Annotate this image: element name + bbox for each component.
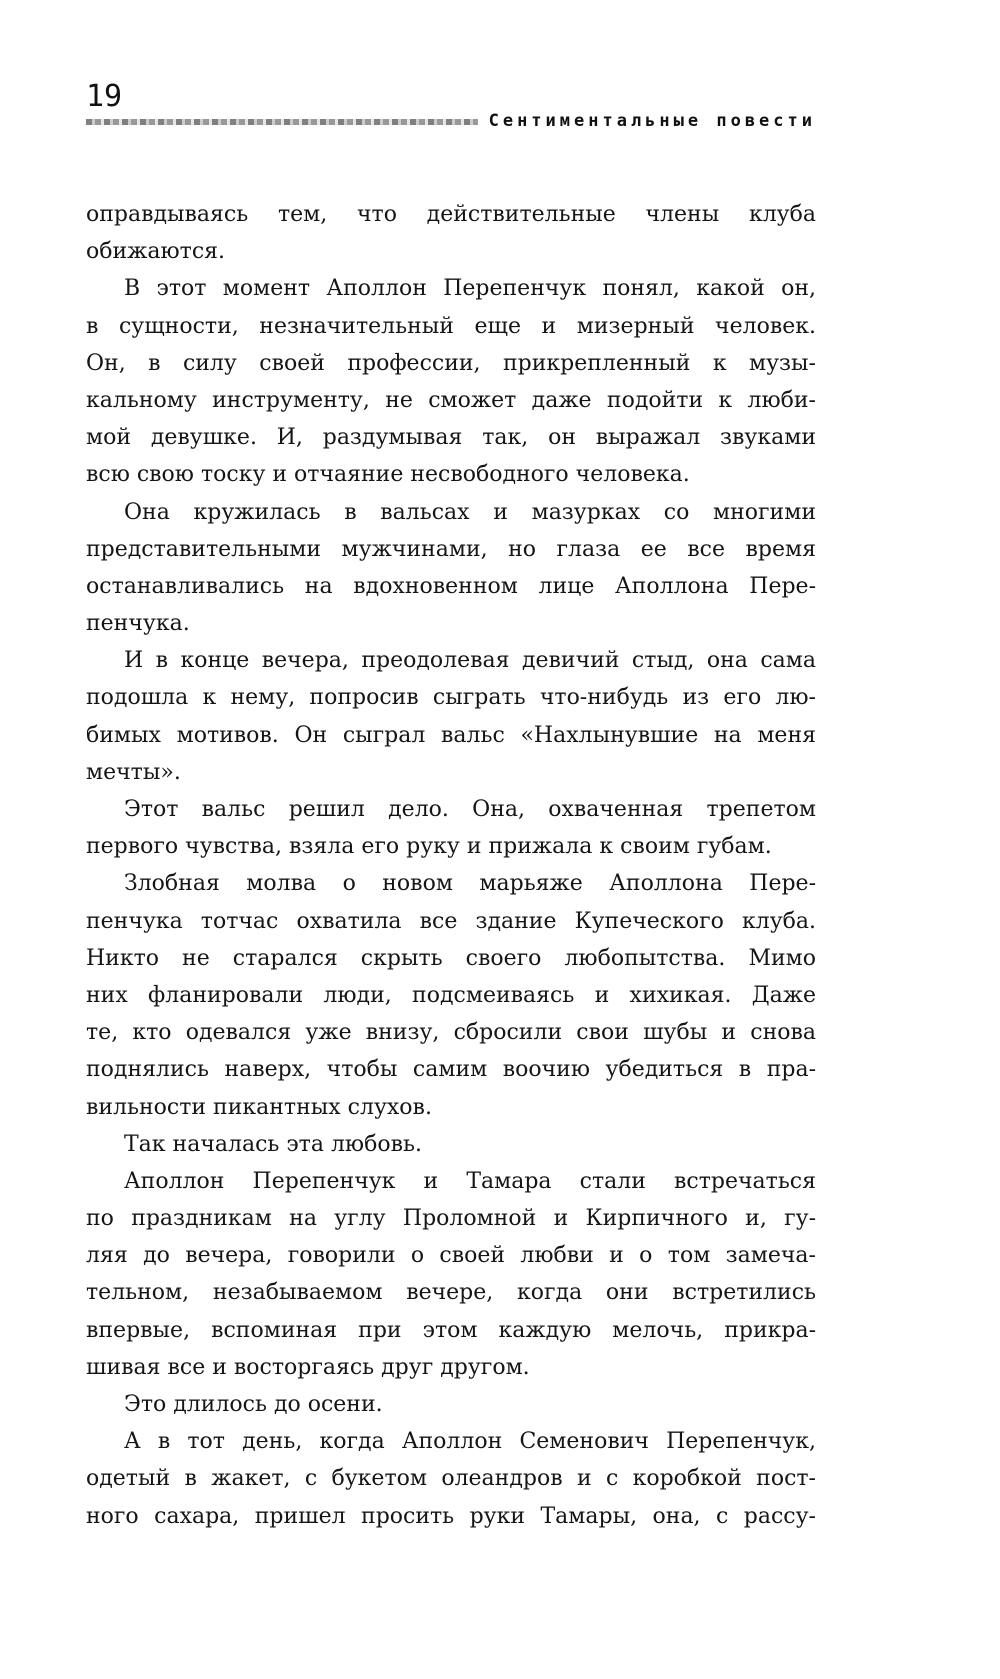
- text-line: Он, в силу своей профессии, прикрепленный к музы-: [86, 350, 816, 376]
- text-line: мой девушке. И, раздумывая так, он выражал звуками: [86, 425, 816, 451]
- header-rule: [86, 119, 478, 125]
- text-line: них фланировали люди, подсмеиваясь и хихикая. Даже: [86, 982, 816, 1008]
- text-line: ляя до вечера, говорили о своей любви и о том замеча-: [86, 1243, 816, 1269]
- paragraph: [86, 1163, 816, 1386]
- text-line: кальному инструменту, не сможет даже подойти к люби-: [86, 387, 816, 413]
- text-line: пенчука.: [86, 611, 190, 637]
- paragraph: [86, 791, 816, 865]
- text-line: ного сахара, пришел просить руки Тамары, она, с рассу-: [86, 1503, 816, 1529]
- text-line: Этот вальс решил дело. Она, охваченная трепетом: [124, 797, 816, 822]
- text-line: Так началась эта любовь.: [124, 1131, 422, 1157]
- text-line: Она кружилась в вальсах и мазурках со многими: [124, 499, 816, 525]
- text-line: А в тот день, когда Аполлон Семенович Перепенчук,: [124, 1429, 816, 1455]
- text-line: обижаются.: [86, 239, 226, 265]
- text-line: бимых мотивов. Он сыграл вальс «Нахлынувшие на меня: [86, 722, 816, 748]
- text-line: в сущности, незначительный еще и мизерный человек.: [86, 313, 816, 339]
- text-line: В этот момент Аполлон Перепенчук понял, какой он,: [124, 276, 816, 302]
- text-line: те, кто одевался уже внизу, сбросили свои шубы и снова: [86, 1020, 816, 1046]
- text-line: И в конце вечера, преодолевая девичий стыд, она сама: [124, 648, 816, 674]
- page-header: [86, 80, 816, 140]
- paragraph: [86, 270, 816, 493]
- text-line: Это длилось до осени.: [124, 1392, 383, 1417]
- text-line: шивая все и восторгаясь друг другом.: [86, 1354, 530, 1380]
- text-line: первого чувства, взяла его руку и прижала к своим губам.: [86, 834, 772, 860]
- text-line: поднялись наверх, чтобы самим воочию убедиться в пра-: [86, 1057, 816, 1083]
- text-line: представительными мужчинами, но глаза ее все время: [86, 536, 816, 562]
- text-line: вильности пикантных слухов.: [86, 1094, 432, 1120]
- paragraph: [86, 1386, 816, 1423]
- paragraph: [86, 1423, 816, 1535]
- page-number: 19: [86, 79, 123, 114]
- text-line: подошла к нему, попросив сыграть что-нибудь из его лю-: [86, 685, 816, 711]
- text-line: впервые, вспоминая при этом каждую мелочь, прикра-: [86, 1317, 816, 1343]
- text-line: Злобная молва о новом марьяже Аполлона Пере-: [124, 871, 816, 897]
- text-line: останавливались на вдохновенном лице Аполлона Пере-: [86, 573, 816, 599]
- text-line: мечты».: [86, 759, 181, 785]
- text-line: всю свою тоску и отчаяние несвободного человека.: [86, 462, 690, 488]
- paragraph: [86, 865, 816, 1125]
- paragraph: [86, 196, 816, 270]
- text-line: тельном, незабываемом вечере, когда они встретились: [86, 1280, 816, 1306]
- paragraph: [86, 1126, 816, 1163]
- paragraph: [86, 494, 816, 643]
- page-body: [86, 196, 816, 1656]
- running-head: Сентиментальные повести: [488, 111, 816, 131]
- text-line: Никто не старался скрыть своего любопытства. Мимо: [86, 945, 816, 971]
- text-line: оправдываясь тем, что действительные члены клуба: [86, 202, 816, 227]
- text-line: Аполлон Перепенчук и Тамара стали встречаться: [124, 1168, 816, 1194]
- text-line: по праздникам на углу Проломной и Кирпичного и, гу-: [86, 1206, 816, 1232]
- paragraph: [86, 642, 816, 791]
- text-line: пенчука тотчас охватила все здание Купеческого клуба.: [86, 908, 816, 934]
- text-line: одетый в жакет, с букетом олеандров и с коробкой пост-: [86, 1466, 816, 1492]
